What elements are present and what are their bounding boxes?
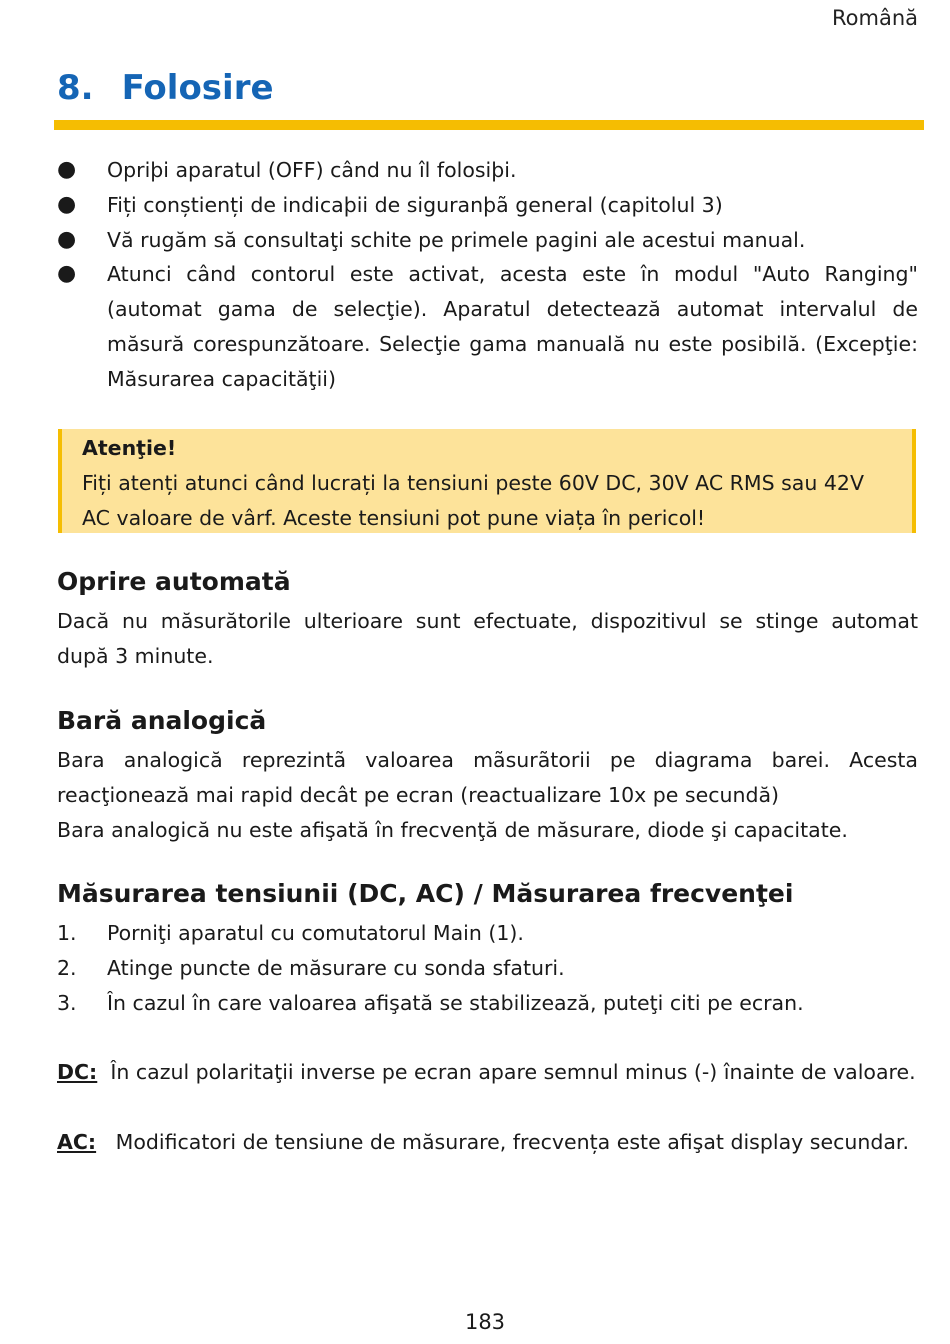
section-title-auto-off: Oprire automată <box>57 567 291 596</box>
usage-bullet-list <box>57 153 918 397</box>
ac-text: Modificatori de tensiune de măsurare, frecvența este afişat display secundar. <box>115 1130 909 1154</box>
bullet-icon: ● <box>57 191 77 217</box>
language-label: Română <box>832 6 918 30</box>
list-item: 2. Atinge puncte de măsurare cu sonda sfaturi. <box>57 956 565 980</box>
section-title-voltage: Măsurarea tensiunii (DC, AC) / Măsurarea frecvenţei <box>57 879 794 908</box>
chapter-number: 8. <box>57 68 94 108</box>
list-item: 1. Porniţi aparatul cu comutatorul Main (1). <box>57 921 524 945</box>
list-item: 3. În cazul în care valoarea afişată se stabilizează, puteţi citi pe ecran. <box>57 991 804 1015</box>
list-item: ● Opriþi aparatul (OFF) când nu îl folosiþi. <box>57 153 918 188</box>
bullet-icon: ● <box>57 261 77 287</box>
bullet-icon: ● <box>57 226 77 252</box>
page-number: 183 <box>464 1310 506 1334</box>
list-item: ● Fiți conștienți de indicaþii de siguranþã general (capitolul 3) <box>57 188 918 223</box>
chapter-divider <box>54 120 924 130</box>
dc-note <box>57 1055 918 1090</box>
chapter-title: Folosire <box>121 68 274 108</box>
bullet-icon: ● <box>57 157 77 182</box>
ac-label: AC: <box>57 1130 97 1154</box>
analog-bar-text-2: Bara analogică nu este afişată în frecvenţă de măsurare, diode şi capacitate. <box>57 818 848 842</box>
section-title-analog-bar: Bară analogică <box>57 706 267 735</box>
list-item: ● Atunci când contorul este activat, acesta este în modul "Auto Ranging" (automat gama de selecţie). Aparatul detectează automat intervalul de măsură corespunzătoare. Selecţie gama manuală nu este posibilă. (Excepţie: Măsurarea capacităţii) <box>57 257 918 396</box>
warning-title: Atenţie! <box>82 436 177 460</box>
warning-text: Fiți atenți atunci când lucrați la tensiuni peste 60V DC, 30V AC RMS sau 42V AC valoare de vârf. Aceste tensiuni pot pune viața în pericol! <box>82 471 864 530</box>
list-item: ● Vă rugăm să consultaţi schite pe primele pagini ale acestui manual. <box>57 223 918 258</box>
dc-text: În cazul polaritaţii inverse pe ecran apare semnul minus (-) înainte de valoare. <box>110 1060 916 1084</box>
ac-note <box>57 1125 918 1160</box>
warning-box <box>58 429 916 533</box>
chapter-heading <box>57 68 274 108</box>
voltage-steps-list <box>57 916 918 1021</box>
auto-off-text: Dacă nu măsurătorile ulterioare sunt efectuate, dispozitivul se stinge automat după 3 minute. <box>57 609 918 668</box>
dc-label: DC: <box>57 1060 98 1084</box>
analog-bar-text-1: Bara analogică reprezintã valoarea mãsurãtorii pe diagrama barei. Acesta reacţionează mai rapid decât pe ecran (reactualizare 10x pe secundă) <box>57 748 918 807</box>
